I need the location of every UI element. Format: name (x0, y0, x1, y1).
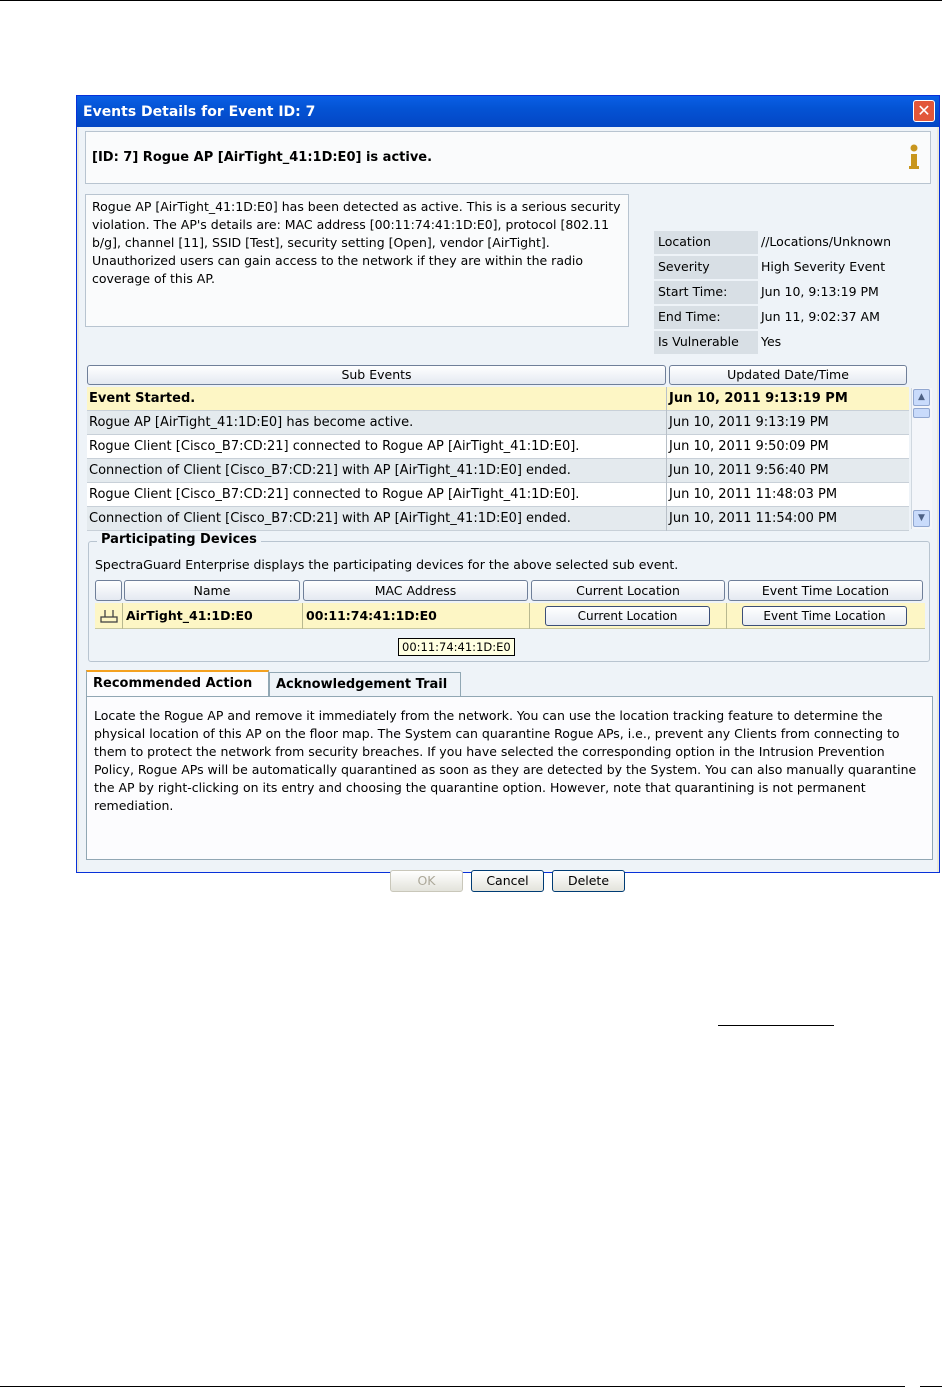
page-top-rule (0, 0, 942, 1)
column-header-event-time-location[interactable]: Event Time Location (728, 580, 923, 601)
events-details-dialog (76, 95, 940, 888)
property-label: Is Vulnerable (654, 331, 758, 354)
sub-event-text: Rogue Client [Cisco_B7:CD:21] connected to Rogue AP [AirTight_41:1D:E0]. (89, 439, 580, 454)
property-label: End Time: (654, 306, 758, 329)
device-row[interactable] (95, 603, 925, 629)
column-header-current-location[interactable]: Current Location (531, 580, 725, 601)
sub-event-time: Jun 10, 2011 9:13:19 PM (669, 391, 848, 406)
device-name: AirTight_41:1D:E0 (126, 608, 253, 623)
sub-event-time: Jun 10, 2011 9:13:19 PM (669, 415, 829, 430)
dialog-body (79, 127, 937, 888)
property-value: High Severity Event (761, 259, 886, 274)
property-value: Yes (761, 334, 782, 349)
column-divider (529, 603, 530, 629)
sub-events-table (87, 365, 933, 531)
sub-event-text: Event Started. (89, 391, 196, 406)
sub-event-text: Rogue Client [Cisco_B7:CD:21] connected to Rogue AP [AirTight_41:1D:E0]. (89, 487, 580, 502)
participating-devices-legend: Participating Devices (97, 532, 261, 547)
column-divider (666, 507, 667, 531)
table-row[interactable] (87, 507, 909, 531)
column-divider (666, 459, 667, 483)
sub-event-time: Jun 10, 2011 9:50:09 PM (669, 439, 829, 454)
ok-button[interactable]: OK (390, 870, 463, 892)
tab-acknowledgement-trail[interactable]: Acknowledgement Trail (269, 672, 461, 697)
table-row[interactable] (87, 411, 909, 435)
sub-event-text: Connection of Client [Cisco_B7:CD:21] with AP [AirTight_41:1D:E0] ended. (89, 511, 571, 526)
close-icon[interactable]: ✕ (913, 100, 935, 122)
column-header-mac-address[interactable]: MAC Address (303, 580, 528, 601)
column-header-updated-date-time[interactable]: Updated Date/Time (669, 365, 907, 385)
delete-button[interactable]: Delete (552, 870, 625, 892)
cancel-button[interactable]: Cancel (471, 870, 544, 892)
table-row[interactable] (87, 435, 909, 459)
tab-recommended-action[interactable]: Recommended Action (86, 670, 269, 697)
current-location-button[interactable]: Current Location (545, 606, 710, 626)
event-time-location-button[interactable]: Event Time Location (742, 606, 907, 626)
property-label: Start Time: (654, 281, 758, 304)
scroll-up-icon[interactable]: ▲ (913, 389, 930, 406)
column-divider (726, 603, 727, 629)
participating-devices-subtitle: SpectraGuard Enterprise displays the participating devices for the above selected sub event. (95, 557, 679, 572)
column-divider (666, 411, 667, 435)
property-value: //Locations/Unknown (761, 234, 892, 249)
event-headline-text: [ID: 7] Rogue AP [AirTight_41:1D:E0] is active. (92, 150, 433, 165)
column-divider (122, 603, 123, 629)
info-icon (908, 144, 920, 170)
sub-event-text: Connection of Client [Cisco_B7:CD:21] with AP [AirTight_41:1D:E0] ended. (89, 463, 571, 478)
sub-event-text: Rogue AP [AirTight_41:1D:E0] has become active. (89, 415, 414, 430)
page-bottom-rule (0, 1386, 905, 1387)
link-underline[interactable] (718, 1025, 834, 1026)
participating-devices-group (88, 532, 930, 662)
event-description: Rogue AP [AirTight_41:1D:E0] has been detected as active. This is a serious security violation. The AP's details are: MAC address [00:11:74:41:1D:E0], protocol [802.11 b/g], channel [11], SSID [Test], security setting [Open], vendor [AirTight]. Unauthorized users can gain access to the network if they are within the radio coverage of this AP. (85, 194, 629, 327)
column-header-icon[interactable] (95, 580, 122, 601)
table-row[interactable] (87, 387, 909, 411)
table-row[interactable] (87, 459, 909, 483)
scroll-thumb[interactable] (913, 408, 930, 418)
property-label: Location (654, 231, 758, 254)
column-divider (666, 435, 667, 459)
sub-event-time: Jun 10, 2011 11:48:03 PM (669, 487, 838, 502)
column-header-sub-events[interactable]: Sub Events (87, 365, 666, 385)
scroll-down-icon[interactable]: ▼ (913, 510, 930, 527)
sub-events-scrollbar[interactable] (911, 388, 932, 529)
column-header-name[interactable]: Name (124, 580, 300, 601)
column-divider (666, 483, 667, 507)
access-point-icon (100, 608, 118, 623)
sub-event-time: Jun 10, 2011 11:54:00 PM (669, 511, 838, 526)
property-label: Severity (654, 256, 758, 279)
table-row[interactable] (87, 483, 909, 507)
event-headline (85, 131, 931, 184)
recommended-action-panel: Locate the Rogue AP and remove it immediately from the network. You can use the location tracking feature to determine the physical location of this AP on the floor map. The System can quarantine Rogue APs, i.e., prevent any Clients from connecting to them to protect the network from security breaches. If you have selected the corresponding option in the Intrusion Prevention Policy, Rogue APs will be automatically quarantined as soon as they are detected by the System. You can also manually quarantine the AP by right-clicking on its entry and choosing the quarantine option. However, note that quarantining is not permanent remediation. (86, 696, 933, 860)
property-value: Jun 10, 9:13:19 PM (761, 284, 879, 299)
property-value: Jun 11, 9:02:37 AM (761, 309, 880, 324)
column-divider (302, 603, 303, 629)
dialog-titlebar[interactable] (77, 96, 939, 127)
mac-tooltip: 00:11:74:41:1D:E0 (398, 638, 515, 656)
column-divider (666, 387, 667, 411)
dialog-title: Events Details for Event ID: 7 (83, 104, 316, 120)
page-bottom-rule-right (920, 1386, 942, 1387)
sub-event-time: Jun 10, 2011 9:56:40 PM (669, 463, 829, 478)
device-mac: 00:11:74:41:1D:E0 (306, 608, 437, 623)
